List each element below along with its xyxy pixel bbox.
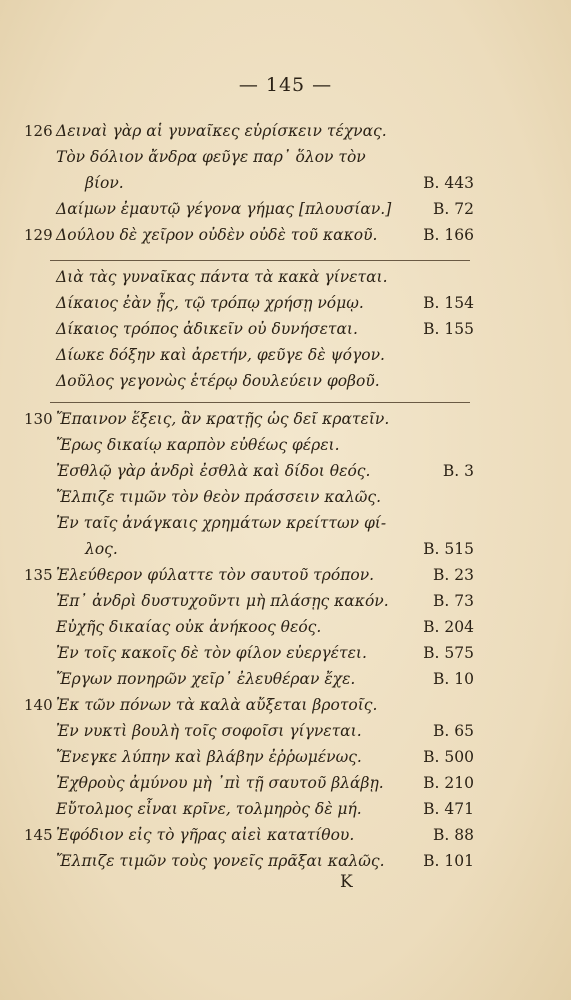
verse-line bbox=[0, 268, 571, 294]
signature-mark: K bbox=[340, 872, 353, 892]
line-number: 126 bbox=[24, 122, 53, 140]
verse-text: Ἐν νυκτὶ βουλὴ τοῖς σοφοῖσι γίγνεται. bbox=[56, 722, 362, 740]
verse-reference: B. 155 bbox=[423, 320, 474, 338]
verse-line bbox=[0, 320, 571, 346]
verse-text: Ἐπ᾽ ἀνδρὶ δυστυχοῦντι μὴ πλάσῃς κακόν. bbox=[56, 592, 389, 610]
verse-text: Εὐχῆς δικαίας οὐκ ἀνήκοος θεός. bbox=[56, 618, 322, 636]
verse-text: Δειναὶ γὰρ αἱ γυναῖκες εὑρίσκειν τέχνας. bbox=[56, 122, 387, 140]
verse-reference: B. 88 bbox=[433, 826, 474, 844]
verse-reference: B. 65 bbox=[433, 722, 474, 740]
verse-line bbox=[0, 774, 571, 800]
verse-line bbox=[0, 618, 571, 644]
verse-reference: B. 500 bbox=[423, 748, 474, 766]
verse-line bbox=[0, 174, 571, 200]
verse-line bbox=[0, 514, 571, 540]
verse-reference: B. 575 bbox=[423, 644, 474, 662]
verse-reference: B. 101 bbox=[423, 852, 474, 870]
verse-line bbox=[0, 800, 571, 826]
verse-reference: B. 73 bbox=[433, 592, 474, 610]
verse-line bbox=[0, 122, 571, 148]
verse-text: Ἐχθροὺς ἀμύνου μὴ ᾽πὶ τῇ σαυτοῦ βλάβῃ. bbox=[56, 774, 384, 792]
verse-text: Ἐν ταῖς ἀνάγκαις χρημάτων κρείττων φί- bbox=[56, 514, 387, 532]
verse-text: Δαίμων ἐμαυτῷ γέγονα γήμας [πλουσίαν.] bbox=[56, 200, 392, 218]
line-number: 135 bbox=[24, 566, 53, 584]
verse-reference: B. 154 bbox=[423, 294, 474, 312]
verse-text: Ἐφόδιον εἰς τὸ γῆρας αἰεὶ κατατίθου. bbox=[56, 826, 355, 844]
verse-reference: B. 443 bbox=[423, 174, 474, 192]
verse-reference: B. 72 bbox=[433, 200, 474, 218]
verse-text: βίον. bbox=[85, 174, 124, 192]
verse-line bbox=[0, 226, 571, 252]
verse-line bbox=[0, 566, 571, 592]
verse-text: Ἔπαινον ἕξεις, ἂν κρατῇς ὡς δεῖ κρατεῖν. bbox=[56, 410, 390, 428]
verse-line bbox=[0, 644, 571, 670]
verse-reference: B. 166 bbox=[423, 226, 474, 244]
verse-text: Δίωκε δόξην καὶ ἀρετήν, φεῦγε δὲ ψόγον. bbox=[56, 346, 385, 364]
verse-reference: B. 515 bbox=[423, 540, 474, 558]
verse-line bbox=[0, 436, 571, 462]
verse-text: Ἐν τοῖς κακοῖς δὲ τὸν φίλον εὐεργέτει. bbox=[56, 644, 367, 662]
verse-text: Δίκαιος ἐὰν ᾖς, τῷ τρόπῳ χρήσῃ νόμῳ. bbox=[56, 294, 364, 312]
verse-text: Ἐκ τῶν πόνων τὰ καλὰ αὔξεται βροτοῖς. bbox=[56, 696, 378, 714]
verse-line bbox=[0, 372, 571, 398]
verse-text: Τὸν δόλιον ἄνδρα φεῦγε παρ᾽ ὅλον τὸν bbox=[56, 148, 366, 166]
verse-text: Ἔργων πονηρῶν χεῖρ᾽ ἐλευθέραν ἔχε. bbox=[56, 670, 356, 688]
verse-reference: B. 471 bbox=[423, 800, 474, 818]
verse-line bbox=[0, 462, 571, 488]
verse-line bbox=[0, 852, 571, 878]
verse-text: Δούλου δὲ χεῖρον οὐδὲν οὐδὲ τοῦ κακοῦ. bbox=[56, 226, 378, 244]
line-number: 130 bbox=[24, 410, 53, 428]
verse-text: λος. bbox=[85, 540, 118, 558]
verse-line bbox=[0, 488, 571, 514]
line-number: 129 bbox=[24, 226, 53, 244]
verse-line bbox=[0, 748, 571, 774]
verse-text: Ἔρως δικαίῳ καρπὸν εὐθέως φέρει. bbox=[56, 436, 340, 454]
verse-text: Ἐσθλῷ γὰρ ἀνδρὶ ἐσθλὰ καὶ δίδοι θεός. bbox=[56, 462, 371, 480]
verse-reference: B. 3 bbox=[442, 462, 474, 480]
verse-line bbox=[0, 294, 571, 320]
line-number: 145 bbox=[24, 826, 53, 844]
verse-text: Διὰ τὰς γυναῖκας πάντα τὰ κακὰ γίνεται. bbox=[56, 268, 388, 286]
verse-line bbox=[0, 826, 571, 852]
section-divider bbox=[50, 260, 470, 262]
verse-line bbox=[0, 670, 571, 696]
verse-text: Ἐλεύθερον φύλαττε τὸν σαυτοῦ τρόπον. bbox=[56, 566, 375, 584]
verse-text: Δοῦλος γεγονὼς ἑτέρῳ δουλεύειν φοβοῦ. bbox=[56, 372, 380, 390]
verse-reference: B. 10 bbox=[433, 670, 474, 688]
verse-line bbox=[0, 148, 571, 174]
verse-line bbox=[0, 722, 571, 748]
verse-text: Εὔτολμος εἶναι κρῖνε, τολμηρὸς δὲ μή. bbox=[56, 800, 362, 818]
verse-text: Ἔνεγκε λύπην καὶ βλάβην ἐῤῥωμένως. bbox=[56, 748, 362, 766]
verse-line bbox=[0, 346, 571, 372]
verse-text: Ἔλπιζε τιμῶν τοὺς γονεῖς πρᾶξαι καλῶς. bbox=[56, 852, 385, 870]
verse-reference: B. 210 bbox=[423, 774, 474, 792]
page-number: — 145 — bbox=[238, 74, 333, 96]
verse-line bbox=[0, 696, 571, 722]
verse-text: Ἔλπιζε τιμῶν τὸν θεὸν πράσσειν καλῶς. bbox=[56, 488, 382, 506]
verse-line bbox=[0, 200, 571, 226]
verse-line bbox=[0, 410, 571, 436]
section-divider bbox=[50, 402, 470, 404]
verse-reference: B. 204 bbox=[423, 618, 474, 636]
verse-text: Δίκαιος τρόπος ἀδικεῖν οὐ δυνήσεται. bbox=[56, 320, 358, 338]
verse-line bbox=[0, 540, 571, 566]
line-number: 140 bbox=[24, 696, 53, 714]
verse-line bbox=[0, 592, 571, 618]
verse-reference: B. 23 bbox=[433, 566, 474, 584]
